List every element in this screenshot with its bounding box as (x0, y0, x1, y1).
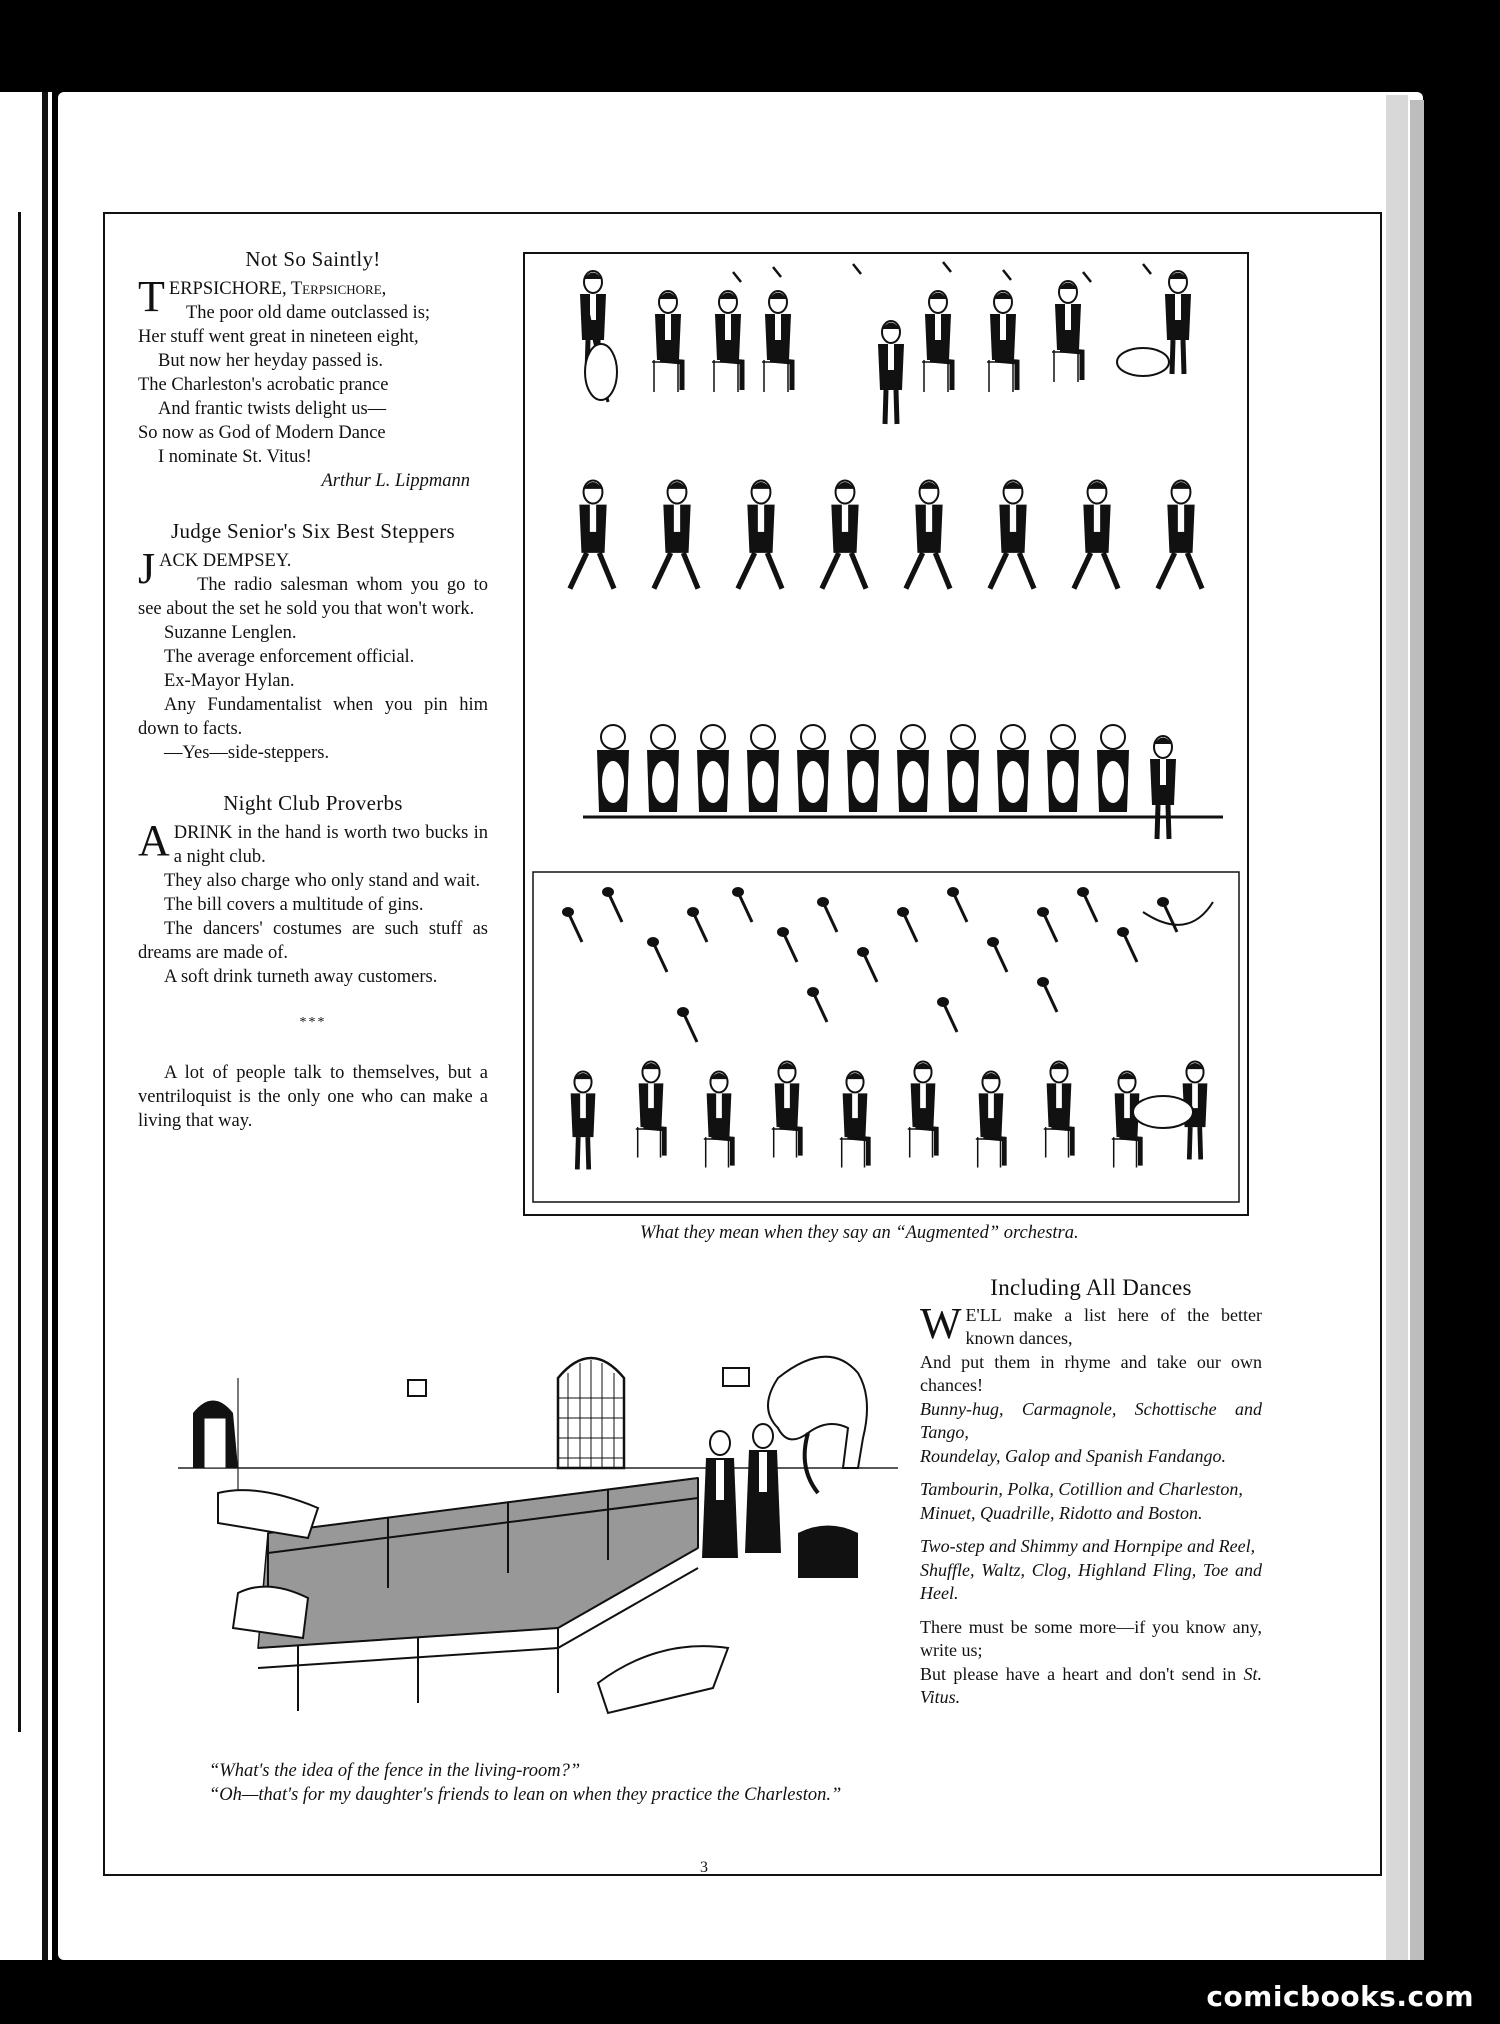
ventriloquist-joke: A lot of people talk to themselves, but a ventriloquist is the only one who can make a living that way. (138, 1063, 488, 1131)
dances-first-sc: E'LL (965, 1304, 1002, 1325)
orchestra-caption: What they mean when they say an “Augmented” orchestra. (640, 1223, 1079, 1243)
dances-intro2: And put them in rhyme and take our own chances! (920, 1351, 1262, 1395)
dance-line: Shuffle, Waltz, Clog, Highland Fling, Toe and Heel. (920, 1559, 1262, 1603)
poem-line: The Charleston's acrobatic prance (138, 375, 389, 395)
fence-caption-question: “What's the idea of the fence in the living-room?” (209, 1761, 581, 1781)
drop-cap: A (138, 816, 170, 865)
proverb-item: A soft drink turneth away customers. (164, 967, 438, 987)
left-column (138, 247, 488, 1133)
proverb-first: in the hand is worth two bucks in a night club. (173, 823, 488, 867)
poem-line: The poor old dame outclassed is; (186, 303, 431, 323)
fence-caption (183, 1759, 843, 1807)
night-club-proverbs (138, 791, 488, 1035)
drop-cap: W (920, 1298, 962, 1348)
dances-first: make a list here of the better known dances, (965, 1304, 1262, 1348)
living-room-illustration (138, 1318, 898, 1748)
proverb-first-sc: DRINK (173, 823, 233, 843)
poem-line: Her stuff went great in nineteen eight, (138, 327, 419, 347)
fence-caption-answer: “Oh—that's for my daughter's friends to lean on when they practice the Charleston.” (209, 1785, 842, 1805)
drop-cap: J (138, 544, 156, 593)
stepper-item: —Yes—side-steppers. (164, 743, 330, 763)
page-stack-edge (1386, 95, 1408, 1960)
proverb-item: The bill covers a multitude of gins. (164, 895, 424, 915)
dance-line: Tambourin, Polka, Cotillion and Charleston, (920, 1479, 1243, 1499)
stepper-first: ACK DEMPSEY. (159, 551, 292, 571)
proverb-item: The dancers' costumes are such stuff as dreams are made of. (138, 919, 488, 963)
stepper-item: Suzanne Lenglen. (164, 623, 297, 643)
page-number: 3 (700, 1859, 708, 1876)
six-best-steppers (138, 519, 488, 765)
poem-author: Arthur L. Lippmann (321, 471, 470, 491)
proverb-item: They also charge who only stand and wait. (164, 871, 481, 891)
stepper-item: Any Fundamentalist when you pin him down to facts. (138, 695, 488, 739)
poem-line: So now as God of Modern Dance (138, 423, 386, 443)
dances-title: Including All Dances (990, 1275, 1192, 1300)
dances-poem (920, 1276, 1262, 1710)
poem-line: I nominate St. Vitus! (158, 447, 312, 467)
facing-page-edge (0, 92, 52, 1960)
poem-first-line: ERPSICHORE, Terpsichore, (168, 279, 387, 299)
dances-closing-italic: St. Vitus. (920, 1663, 1262, 1707)
poem-not-so-saintly (138, 247, 488, 493)
page-stack-edge-2 (1410, 100, 1424, 1960)
dance-line: Bunny-hug, Carmagnole, Schottische and Tango, (920, 1398, 1262, 1442)
poem-line: But now her heyday passed is. (158, 351, 384, 371)
section-title: Night Club Proverbs (223, 791, 403, 815)
stepper-item: Ex-Mayor Hylan. (164, 671, 295, 691)
section-title: Judge Senior's Six Best Steppers (170, 519, 456, 543)
dance-line: Roundelay, Galop and Spanish Fandango. (920, 1445, 1226, 1466)
dances-closing: There must be some more—if you know any, write us; (920, 1616, 1262, 1660)
separator: *** (299, 1015, 327, 1030)
poem-title: Not So Saintly! (245, 247, 381, 271)
site-watermark: comicbooks.com (1206, 1980, 1474, 2013)
poem-line: And frantic twists delight us— (158, 399, 387, 419)
stepper-item: The radio salesman whom you go to see about the set he sold you that won't work. (138, 575, 488, 619)
dances-closing-2: But please have a heart and don't send in (920, 1663, 1244, 1684)
dance-line: Minuet, Quadrille, Ridotto and Boston. (920, 1502, 1203, 1523)
drop-cap: T (138, 272, 165, 321)
dance-line: Two-step and Shimmy and Hornpipe and Reel, (920, 1536, 1256, 1556)
stepper-item: The average enforcement official. (164, 647, 415, 667)
orchestra-illustration (523, 252, 1249, 1216)
